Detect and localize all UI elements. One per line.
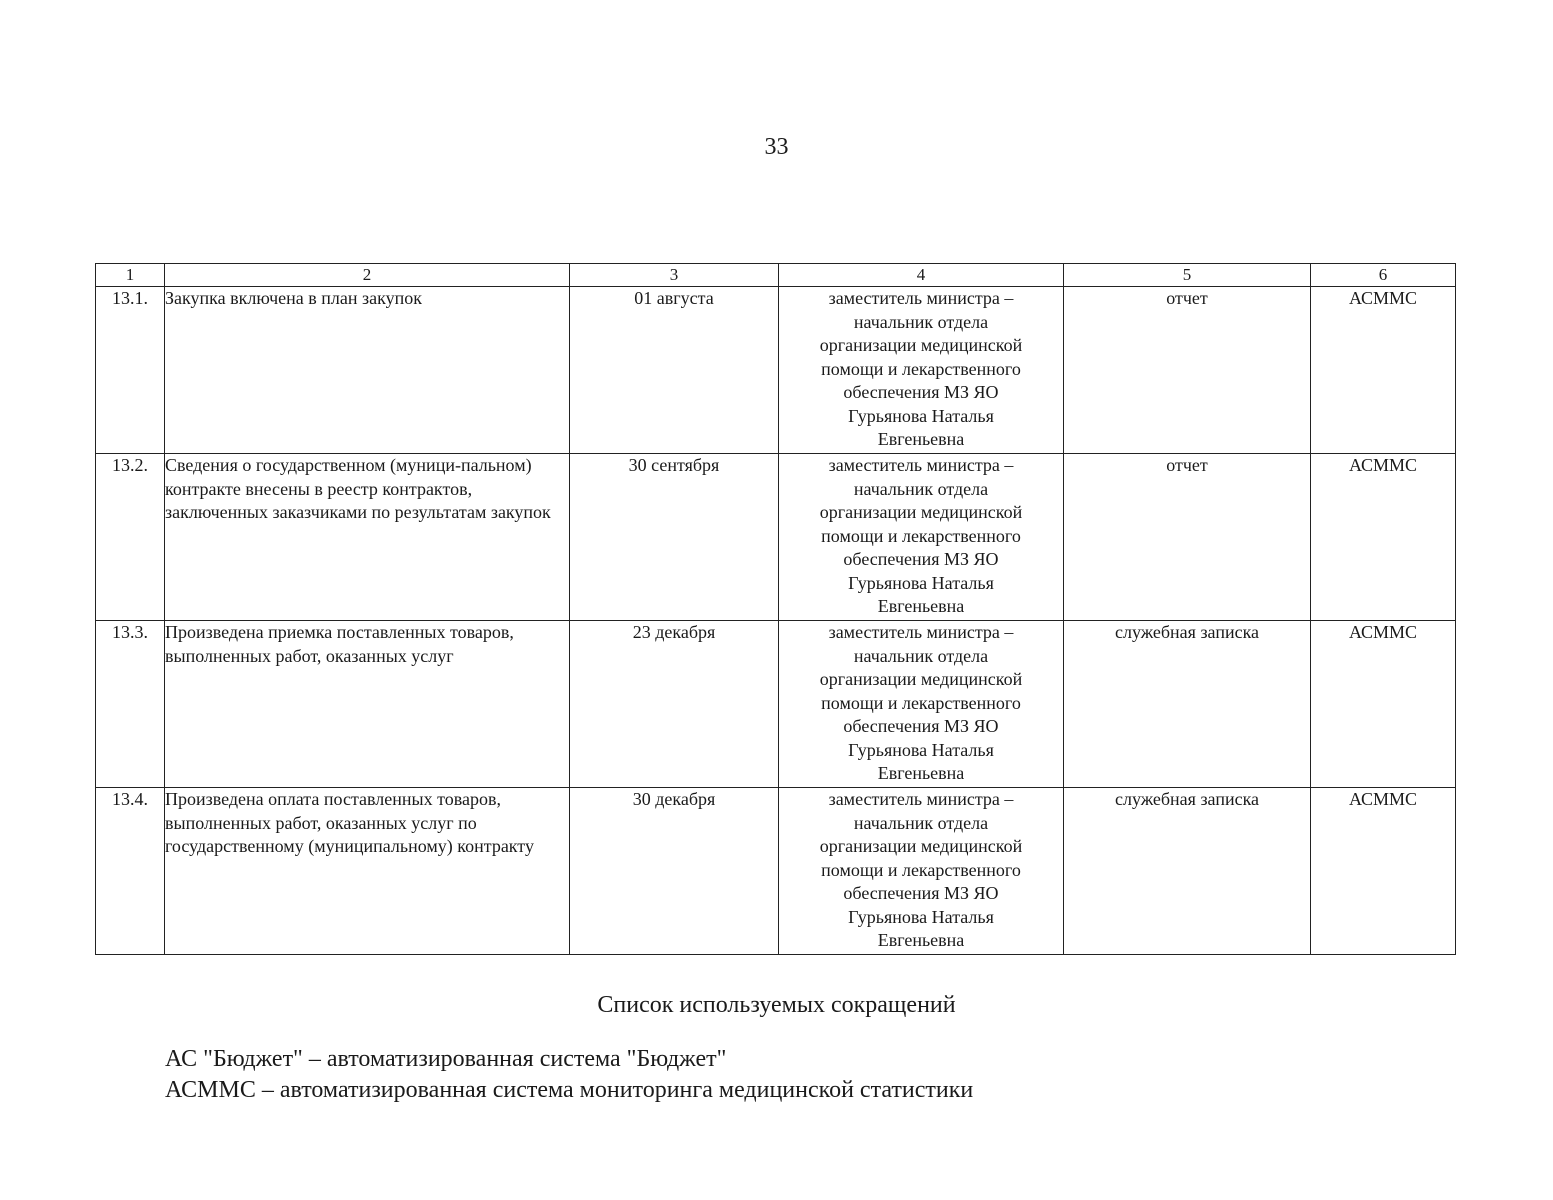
column-number: 5 xyxy=(1064,264,1311,287)
row-description: Закупка включена в план закупок xyxy=(165,287,570,454)
responsible-line: начальник отдела xyxy=(853,645,989,666)
row-number: 13.4. xyxy=(96,788,165,955)
row-report: служебная записка xyxy=(1064,621,1311,788)
row-description: Произведена оплата поставленных товаров, выполненных работ, оказанных услуг по государственному (муниципальному) контракту xyxy=(165,788,570,955)
row-date: 01 августа xyxy=(570,287,779,454)
column-number: 1 xyxy=(96,264,165,287)
responsible-line: обеспечения МЗ ЯО xyxy=(843,382,999,402)
responsible-line: Евгеньевна xyxy=(877,930,965,950)
row-number: 13.3. xyxy=(96,621,165,788)
row-report: отчет xyxy=(1064,454,1311,621)
abbreviations-title: Список используемых сокращений xyxy=(597,992,956,1018)
row-number: 13.2. xyxy=(96,454,165,621)
column-number: 6 xyxy=(1311,264,1456,287)
table-row xyxy=(96,454,1456,621)
row-description: Сведения о государственном (муници-пальном) контракте внесены в реестр контрактов, заключенных заказчиками по результатам закупок xyxy=(165,454,570,621)
abbreviations-list xyxy=(165,1044,973,1106)
row-report: служебная записка xyxy=(1064,788,1311,955)
row-number: 13.1. xyxy=(96,287,165,454)
responsible-line: организации медицинской xyxy=(819,836,1023,856)
row-date: 23 декабря xyxy=(570,621,779,788)
row-description: Произведена приемка поставленных товаров, выполненных работ, оказанных услуг xyxy=(165,621,570,788)
responsible-line: заместитель министра – xyxy=(828,455,1014,475)
responsible-line: заместитель министра – xyxy=(828,288,1014,308)
responsible-line: начальник отдела xyxy=(853,311,989,332)
responsible-line: Гурьянова Наталья xyxy=(848,572,994,593)
responsible-line: Гурьянова Наталья xyxy=(848,405,994,426)
responsible-line: Гурьянова Наталья xyxy=(848,739,994,760)
column-number: 2 xyxy=(165,264,570,287)
responsible-line: заместитель министра – xyxy=(828,622,1014,642)
row-date: 30 сентября xyxy=(570,454,779,621)
responsible-line: помощи и лекарственного xyxy=(821,525,1021,546)
plan-table xyxy=(95,263,1456,955)
page-number: 33 xyxy=(764,134,789,160)
responsible-line: Евгеньевна xyxy=(877,596,965,616)
responsible-line: Гурьянова Наталья xyxy=(848,906,994,927)
responsible-line: обеспечения МЗ ЯО xyxy=(843,716,999,736)
row-source: АСММС xyxy=(1311,454,1456,621)
row-responsible xyxy=(779,621,1064,788)
responsible-line: обеспечения МЗ ЯО xyxy=(843,883,999,903)
row-date: 30 декабря xyxy=(570,788,779,955)
table-row xyxy=(96,621,1456,788)
column-number: 4 xyxy=(779,264,1064,287)
responsible-line: начальник отдела xyxy=(853,812,989,833)
responsible-line: помощи и лекарственного xyxy=(821,692,1021,713)
column-number-row xyxy=(96,264,1456,287)
column-number: 3 xyxy=(570,264,779,287)
row-responsible xyxy=(779,287,1064,454)
responsible-line: обеспечения МЗ ЯО xyxy=(843,549,999,569)
responsible-line: организации медицинской xyxy=(819,669,1023,689)
row-report: отчет xyxy=(1064,287,1311,454)
row-source: АСММС xyxy=(1311,788,1456,955)
responsible-line: помощи и лекарственного xyxy=(821,358,1021,379)
responsible-line: Евгеньевна xyxy=(877,763,965,783)
row-source: АСММС xyxy=(1311,287,1456,454)
responsible-line: Евгеньевна xyxy=(877,429,965,449)
table-row xyxy=(96,788,1456,955)
responsible-line: помощи и лекарственного xyxy=(821,859,1021,880)
responsible-line: начальник отдела xyxy=(853,478,989,499)
row-source: АСММС xyxy=(1311,621,1456,788)
table-row xyxy=(96,287,1456,454)
row-responsible xyxy=(779,454,1064,621)
responsible-line: организации медицинской xyxy=(819,502,1023,522)
responsible-line: заместитель министра – xyxy=(828,789,1014,809)
row-responsible xyxy=(779,788,1064,955)
abbreviation-item: АС "Бюджет" – автоматизированная система "Бюджет" xyxy=(165,1046,727,1072)
abbreviation-item: АСММС – автоматизированная система мониторинга медицинской статистики xyxy=(165,1077,974,1103)
responsible-line: организации медицинской xyxy=(819,335,1023,355)
